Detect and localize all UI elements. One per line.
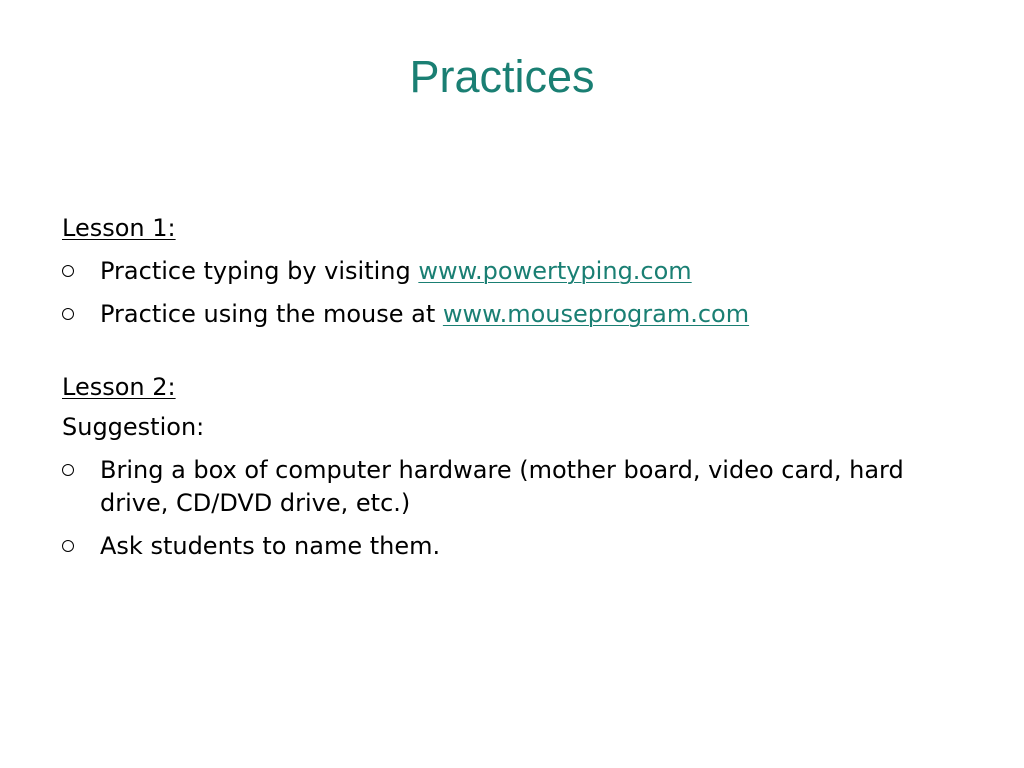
powertyping-link[interactable]: www.powertyping.com [418, 257, 692, 285]
hollow-circle-bullet-icon [62, 540, 74, 552]
slide-content [62, 212, 962, 563]
lesson-1-heading: Lesson 1: [62, 214, 176, 242]
lesson-2-item-1 [62, 454, 962, 520]
hollow-circle-bullet-icon [62, 308, 74, 320]
lesson-2-item-2-text: Ask students to name them. [100, 532, 441, 560]
lesson-1-item-2-text: Practice using the mouse at [100, 300, 443, 328]
lesson-1-item-1 [62, 255, 962, 288]
lesson-2-heading: Lesson 2: [62, 373, 176, 401]
lesson-2-subheading: Suggestion: [62, 413, 205, 441]
lesson-2-item-1-text: Bring a box of computer hardware (mother board, video card, hard drive, CD/DVD drive, etc.) [100, 456, 904, 517]
hollow-circle-bullet-icon [62, 464, 74, 476]
hollow-circle-bullet-icon [62, 265, 74, 277]
section-spacer [62, 331, 962, 371]
lesson-1-item-1-text: Practice typing by visiting [100, 257, 419, 285]
mouseprogram-link[interactable]: www.mouseprogram.com [442, 300, 750, 328]
slide-title: Practices [409, 51, 595, 102]
lesson-2-item-2 [62, 530, 962, 563]
lesson-1-item-2 [62, 298, 962, 331]
